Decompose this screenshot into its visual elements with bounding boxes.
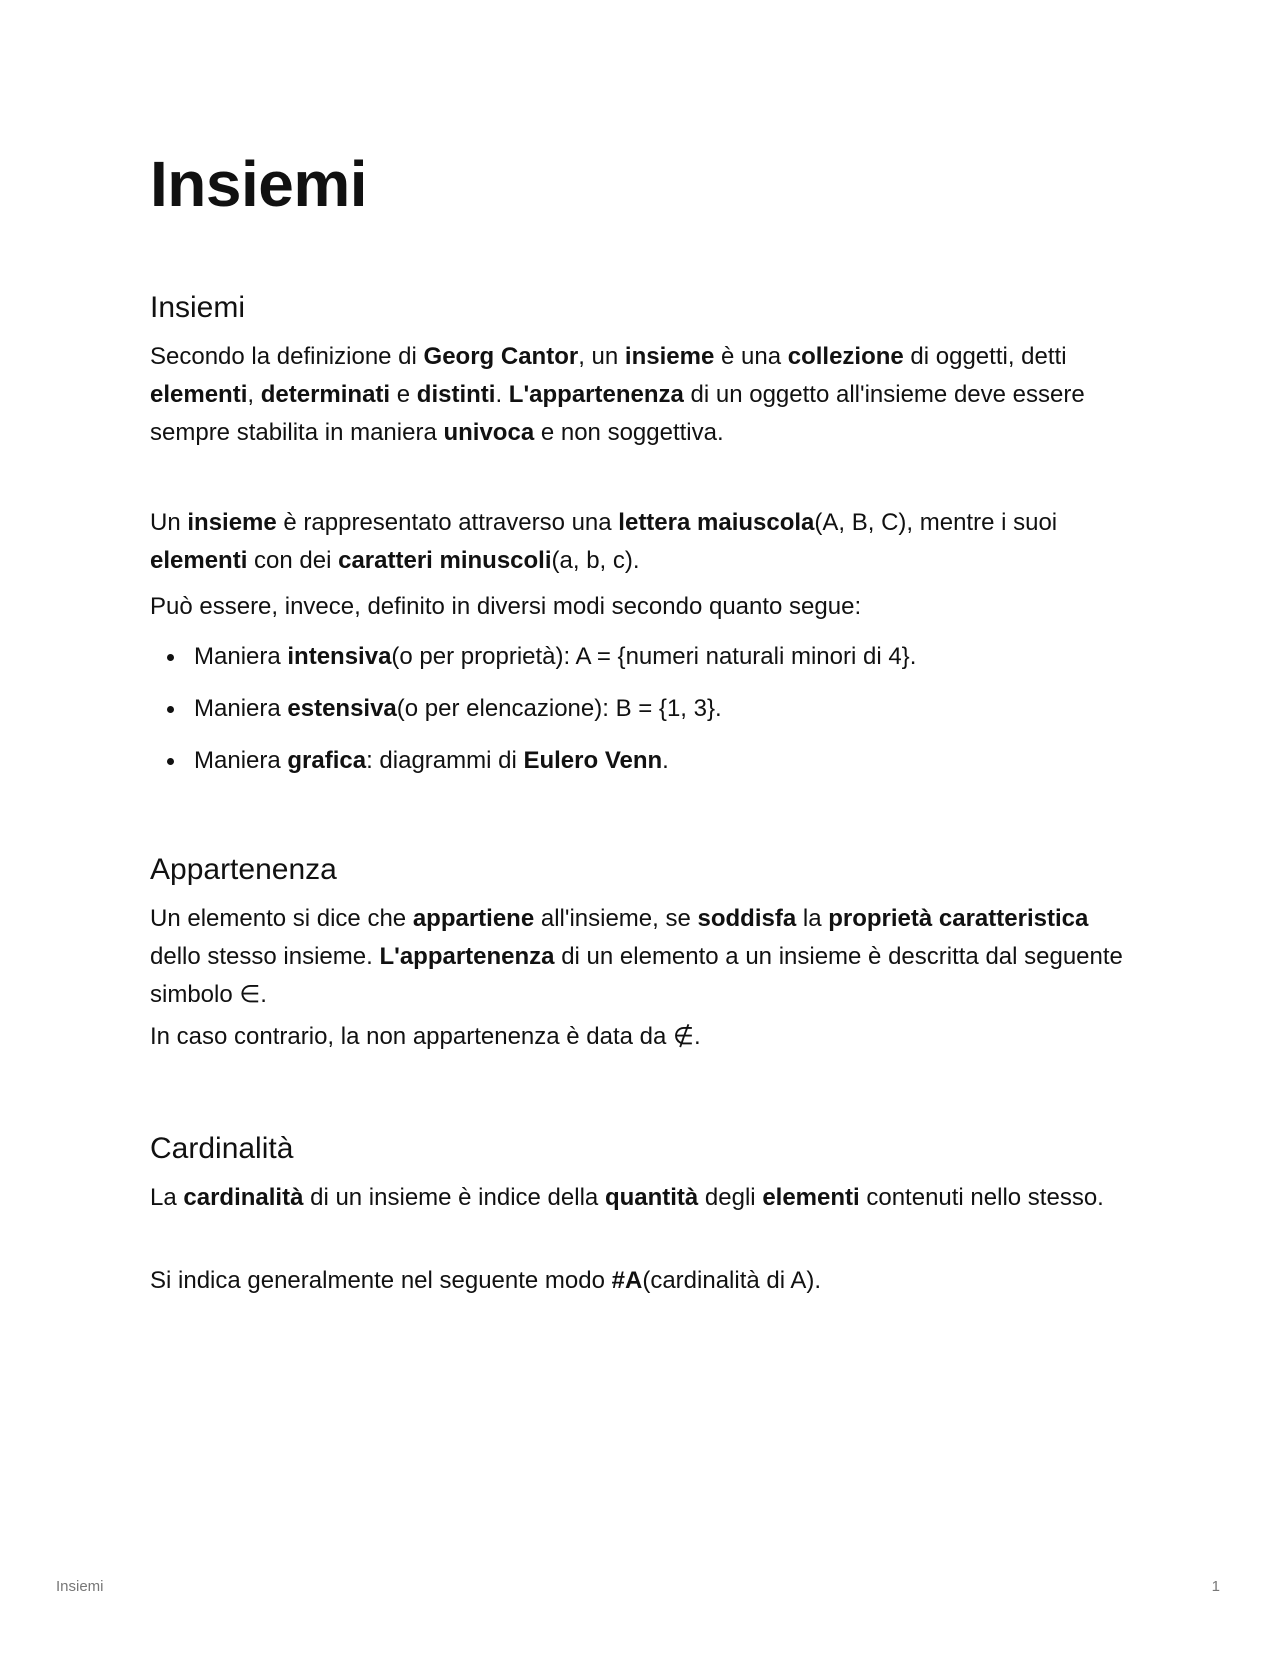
section-heading-appartenenza: Appartenenza	[150, 853, 337, 886]
insiemi-paragraph-3: Può essere, invece, definito in diversi modi secondo quanto segue:	[150, 593, 862, 620]
appartenenza-paragraph-1: Un elemento si dice che appartiene all'insieme, se soddisfa la proprietà caratteristica dello stesso insieme. L'appartenenza di un elemento a un insieme è descritta dal seguente simbolo ∈.	[150, 905, 1123, 1008]
list-item: Maniera estensiva(o per elencazione): B = {1, 3}.	[150, 690, 1140, 742]
footer-page-number: 1	[1211, 1578, 1220, 1595]
section-heading-insiemi: Insiemi	[150, 291, 246, 324]
document-title: Insiemi	[150, 148, 368, 220]
cardinalita-paragraph-2: Si indica generalmente nel seguente modo #A(cardinalità di A).	[150, 1267, 822, 1294]
insiemi-paragraph-1: Secondo la definizione di Georg Cantor, un insieme è una collezione di oggetti, detti elementi, determinati e distinti. L'appartenenza di un oggetto all'insieme deve essere sempre stabilita in maniera univoca e non soggettiva.	[150, 343, 1085, 446]
insiemi-paragraph-2: Un insieme è rappresentato attraverso una lettera maiuscola(A, B, C), mentre i suoi elementi con dei caratteri minuscoli(a, b, c).	[150, 509, 1058, 574]
footer-document-title: Insiemi	[56, 1578, 104, 1595]
section-heading-cardinalita: Cardinalità	[150, 1132, 294, 1165]
definition-modes-list	[150, 638, 1140, 794]
list-item: Maniera intensiva(o per proprietà): A = {numeri naturali minori di 4}.	[150, 638, 1140, 690]
list-item: Maniera grafica: diagrammi di Eulero Venn.	[150, 742, 1140, 794]
cardinalita-paragraph-1: La cardinalità di un insieme è indice della quantità degli elementi contenuti nello stesso.	[150, 1184, 1104, 1211]
appartenenza-paragraph-2: In caso contrario, la non appartenenza è data da ∉.	[150, 1023, 701, 1050]
